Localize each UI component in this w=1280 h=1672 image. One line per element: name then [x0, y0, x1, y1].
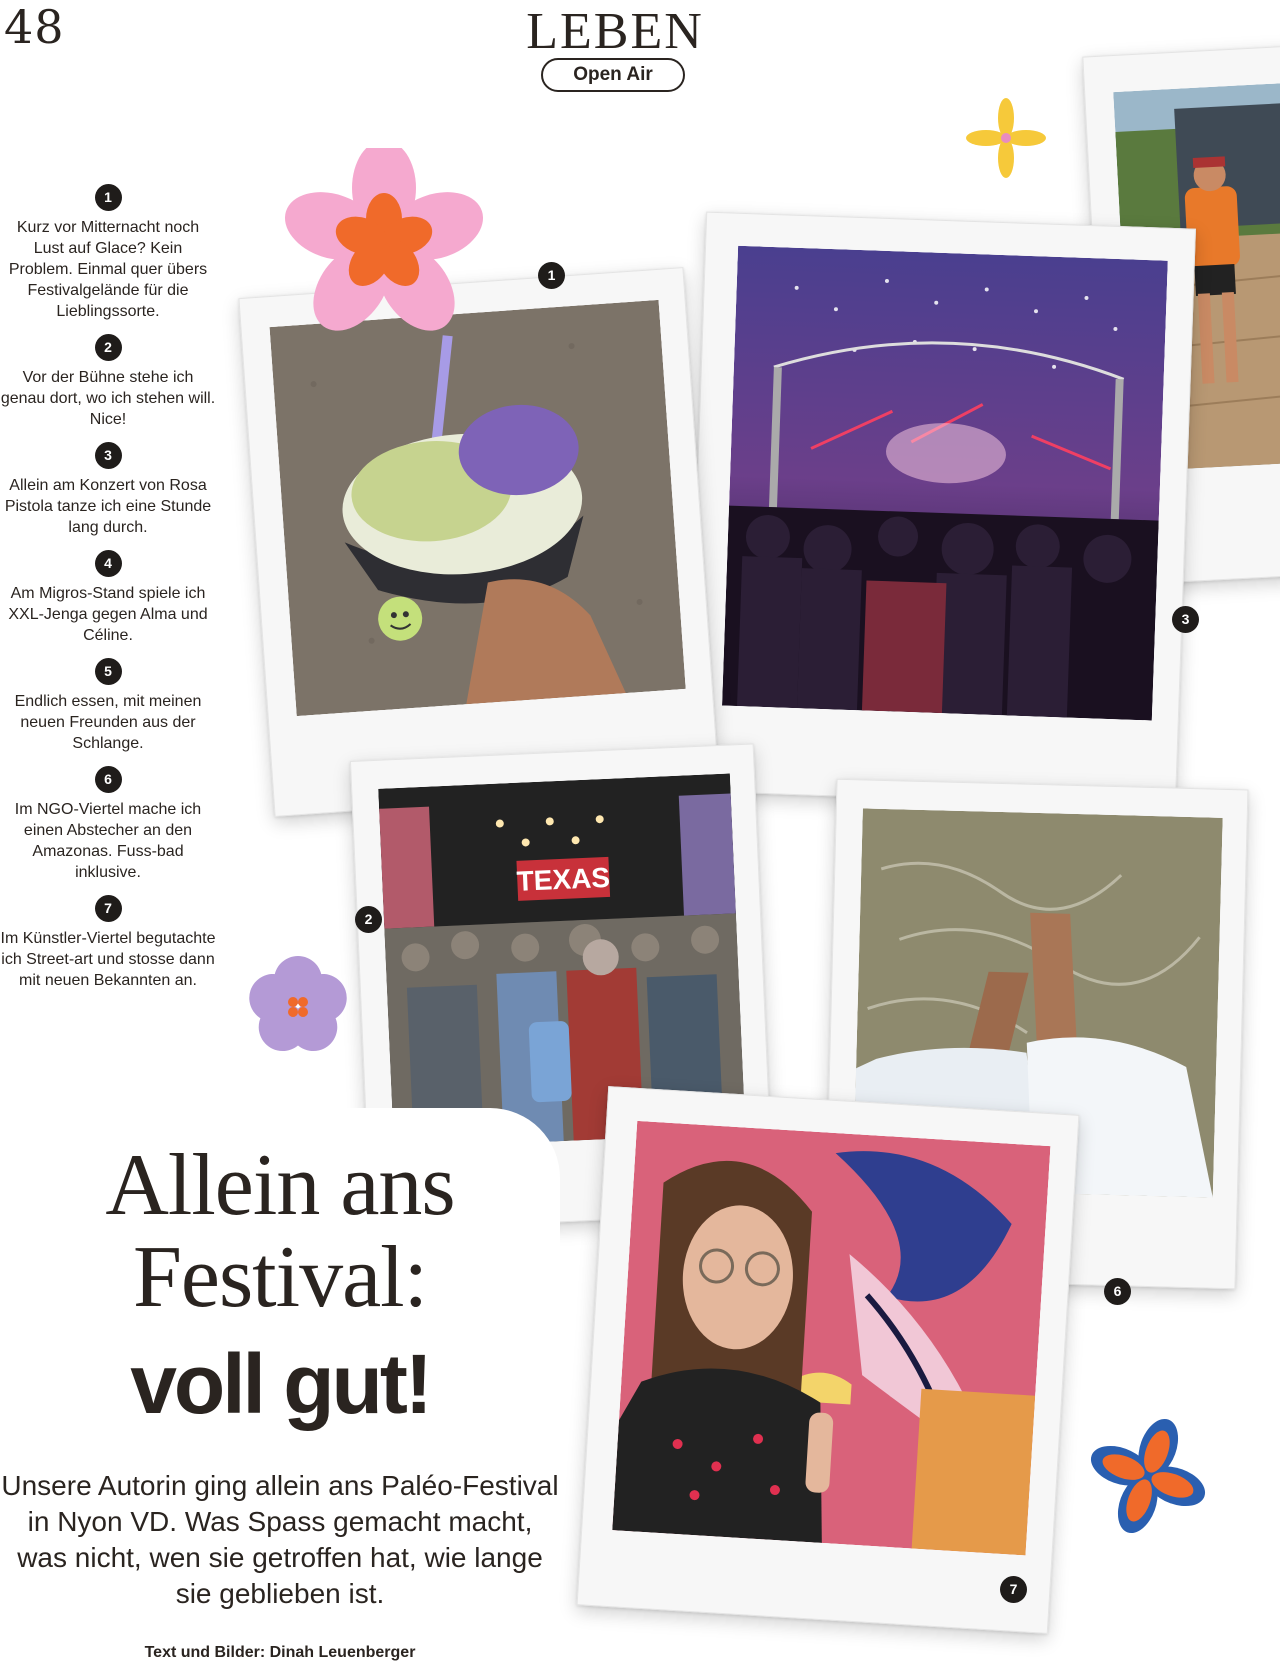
- page-number: 48: [4, 0, 65, 54]
- polaroid-ice-cream: [238, 267, 719, 817]
- photo-stage-lights: [722, 246, 1168, 721]
- pink-flower-icon: [284, 148, 484, 338]
- caption-text: Vor der Bühne stehe ich genau dort, wo ich stehen will. Nice!: [0, 369, 216, 428]
- caption-number: 6: [95, 766, 122, 793]
- headline-emphasis: voll gut!: [130, 1337, 430, 1431]
- caption-item: [0, 550, 216, 646]
- headline: [0, 1137, 560, 1326]
- section-title: LEBEN: [526, 3, 704, 60]
- caption-number: 2: [95, 334, 122, 361]
- caption-text: Im NGO-Viertel mache ich einen Abstecher an den Amazonas. Fuss-bad inklusive.: [14, 801, 202, 881]
- blue-orange-flower-icon: [1090, 1418, 1206, 1534]
- photo-badge-6: 6: [1104, 1278, 1131, 1305]
- byline: Text und Bilder: Dinah Leuenberger: [144, 1644, 416, 1661]
- photo-badge-2: 2: [355, 906, 382, 933]
- caption-item: [0, 658, 216, 754]
- lead-paragraph: Unsere Autorin ging allein ans Paléo-Festival in Nyon VD. Was Spass gemacht macht, was nicht, wen sie getroffen hat, wie lange sie geblieben ist.: [1, 1470, 559, 1609]
- caption-number: 7: [95, 895, 122, 922]
- caption-item: [0, 442, 216, 538]
- polaroid-stage-lights: [686, 212, 1196, 809]
- caption-item: [0, 766, 216, 883]
- caption-text: Allein am Konzert von Rosa Pistola tanze ich eine Stunde lang durch.: [4, 477, 212, 536]
- photo-badge-3: 3: [1172, 606, 1199, 633]
- caption-item: [0, 895, 216, 991]
- photo-author-portrait: [612, 1121, 1050, 1556]
- headline-line-1: Allein ans: [105, 1137, 455, 1234]
- yellow-flower-icon: [966, 98, 1046, 178]
- caption-list: [0, 184, 216, 1003]
- caption-text: Im Künstler-Viertel begutachte ich Street-art und stosse dann mit neuen Bekannten an.: [0, 930, 216, 989]
- stage-sign-text: TEXAS: [515, 861, 611, 897]
- purple-flower-icon: [246, 954, 350, 1058]
- caption-number: 3: [95, 442, 122, 469]
- photo-badge-1: 1: [538, 262, 565, 289]
- caption-item: [0, 184, 216, 322]
- caption-item: [0, 334, 216, 430]
- photo-badge-7: 7: [1000, 1576, 1027, 1603]
- caption-number: 5: [95, 658, 122, 685]
- caption-text: Endlich essen, mit meinen neuen Freunden aus der Schlange.: [14, 693, 202, 752]
- headline-line-2: Festival:: [132, 1229, 428, 1326]
- caption-number: 4: [95, 550, 122, 577]
- caption-number: 1: [95, 184, 122, 211]
- section-tag: Open Air: [541, 58, 685, 92]
- caption-text: Am Migros-Stand spiele ich XXL-Jenga gegen Alma und Céline.: [8, 585, 208, 644]
- polaroid-author-portrait: [577, 1086, 1080, 1634]
- photo-ice-cream: [269, 300, 685, 716]
- caption-text: Kurz vor Mitternacht noch Lust auf Glace? Kein Problem. Einmal quer übers Festivalgelände für die Lieblingssorte.: [8, 219, 208, 320]
